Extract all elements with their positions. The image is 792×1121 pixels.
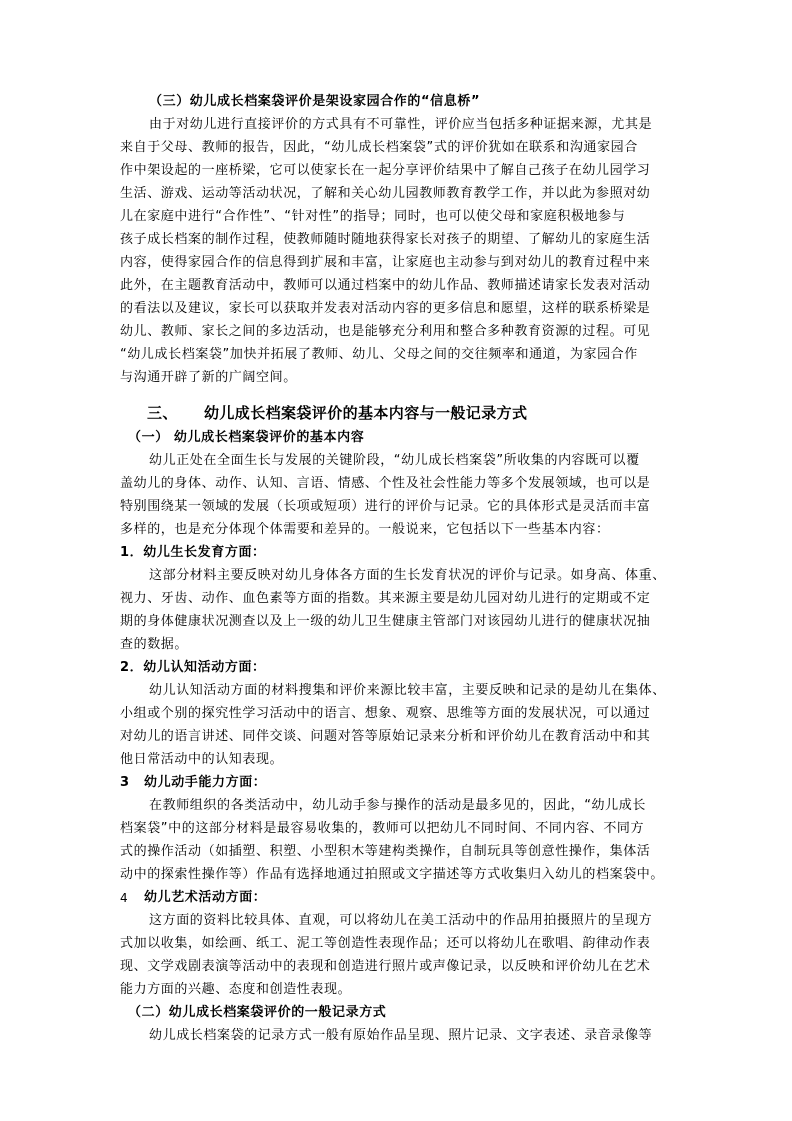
chapter-number: 三、 <box>147 404 178 422</box>
section-heading: （三）幼儿成长档案袋评价是架设家园合作的“信息桥” <box>149 94 481 109</box>
chapter-title: 幼儿成长档案袋评价的基本内容与一般记录方式 <box>204 404 528 422</box>
paragraph-line: 特别围绕某一领域的发展（长项或短项）进行的评价与记录。它的具体形式是灵活而丰富 <box>120 499 651 514</box>
paragraph-line: 儿在家庭中进行“合作性”、“针对性”的指导；同时，也可以使父母和家庭积极地参与 <box>120 209 626 224</box>
item-heading: 1．幼儿生长发育方面： <box>120 545 266 560</box>
paragraph-line: 与沟通开辟了新的广阔空间。 <box>120 370 297 385</box>
paragraph-line: “幼儿成长档案袋”加快并拓展了教师、幼儿、父母之间的交往频率和通道，为家园合作 <box>120 347 638 362</box>
item-title: 幼儿动手能力方面： <box>144 775 267 790</box>
item-number: 3 <box>120 775 130 790</box>
paragraph-line: 来自于父母、教师的报告，因此，“幼儿成长档案袋”式的评价犹如在联系和沟通家园合 <box>120 140 638 155</box>
paragraph-line: 现、文学戏剧表演等活动中的表现和创造进行照片或声像记录，以反映和评价幼儿在艺术 <box>120 959 651 974</box>
part-heading: （一） 幼儿成长档案袋评价的基本内容 <box>128 430 365 445</box>
paragraph-line: 期的身体健康状况测查以及上一级的幼儿卫生健康主管部门对该园幼儿进行的健康状况抽 <box>120 614 651 629</box>
paragraph-line: 动中的探索性操作等）作品有选择地通过拍照或文字描述等方式收集归入幼儿的档案袋中。 <box>120 867 665 882</box>
paragraph-line: 视力、牙齿、动作、血色素等方面的指数。其来源主要是幼儿园对幼儿进行的定期或不定 <box>120 591 651 606</box>
paragraph-line: 查的数据。 <box>120 637 189 652</box>
paragraph-line: 对幼儿的语言讲述、同伴交谈、问题对答等原始记录来分析和评价幼儿在教育活动中和其 <box>120 729 651 744</box>
item-title: 幼儿艺术活动方面： <box>144 890 267 905</box>
paragraph-line: 内容，使得家园合作的信息得到扩展和丰富，让家庭也主动参与到对幼儿的教育过程中来 <box>120 255 651 270</box>
paragraph-line: 幼儿成长档案袋的记录方式一般有原始作品呈现、照片记录、文字表述、录音录像等 <box>149 1028 653 1043</box>
paragraph-line: 盖幼儿的身体、动作、认知、言语、情感、个性及社会性能力等多个发展领域，也可以是 <box>120 476 651 491</box>
paragraph-line: 多样的，也是充分体现个体需要和差异的。一般说来，它包括以下一些基本内容： <box>120 522 610 537</box>
paragraph-line: 这部分材料主要反映对幼儿身体各方面的生长发育状况的评价与记录。如身高、体重、 <box>149 568 666 583</box>
paragraph-line: 幼儿认知活动方面的材料搜集和评价来源比较丰富，主要反映和记录的是幼儿在集体、 <box>149 683 666 698</box>
paragraph-line: 小组或个别的探究性学习活动中的语言、想象、观察、思维等方面的发展状况，可以通过 <box>120 706 651 721</box>
paragraph-line: 的看法以及建议，家长可以获取并发表对活动内容的更多信息和愿望，这样的联系桥梁是 <box>120 301 651 316</box>
paragraph-line: 幼儿、教师、家长之间的多边活动，也是能够充分利用和整合多种教育资源的过程。可见 <box>120 324 651 339</box>
paragraph-line: 能力方面的兴趣、态度和创造性表现。 <box>120 982 352 997</box>
part-heading: （二）幼儿成长档案袋评价的一般记录方式 <box>128 1005 387 1020</box>
paragraph-line: 由于对幼儿进行直接评价的方式具有不可靠性，评价应当包括多种证据来源，尤其是 <box>149 117 653 132</box>
paragraph-line: 式加以收集，如绘画、纸工、泥工等创造性表现作品；还可以将幼儿在歌唱、韵律动作表 <box>120 936 651 951</box>
item-number: 4 <box>120 891 129 905</box>
paragraph-line: 孩子成长档案的制作过程，使教师随时随地获得家长对孩子的期望、了解幼儿的家庭生活 <box>120 232 651 247</box>
paragraph-line: 档案袋”中的这部分材料是最容易收集的，教师可以把幼儿不同时间、不同内容、不同方 <box>120 821 645 836</box>
paragraph-line: 这方面的资料比较具体、直观，可以将幼儿在美工活动中的作品用拍摄照片的呈现方 <box>149 913 653 928</box>
paragraph-line: 幼儿正处在全面生长与发展的关键阶段，“幼儿成长档案袋”所收集的内容既可以覆 <box>149 453 640 468</box>
paragraph-line: 式的操作活动（如插塑、积塑、小型积木等建构类操作，自制玩具等创意性操作，集体活 <box>120 844 651 859</box>
paragraph-line: 在教师组织的各类活动中，幼儿动手参与操作的活动是最多见的，因此，“幼儿成长 <box>149 798 646 813</box>
paragraph-line: 生活、游戏、运动等活动状况，了解和关心幼儿园教师教育教学工作，并以此为参照对幼 <box>120 186 651 201</box>
paragraph-line: 此外，在主题教育活动中，教师可以通过档案中的幼儿作品、教师描述请家长发表对活动 <box>120 278 651 293</box>
paragraph-line: 他日常活动中的认知表现。 <box>120 752 284 767</box>
paragraph-line: 作中架设起的一座桥梁，它可以使家长在一起分享评价结果中了解自己孩子在幼儿园学习 <box>120 163 651 178</box>
item-heading: 2．幼儿认知活动方面： <box>120 660 266 675</box>
